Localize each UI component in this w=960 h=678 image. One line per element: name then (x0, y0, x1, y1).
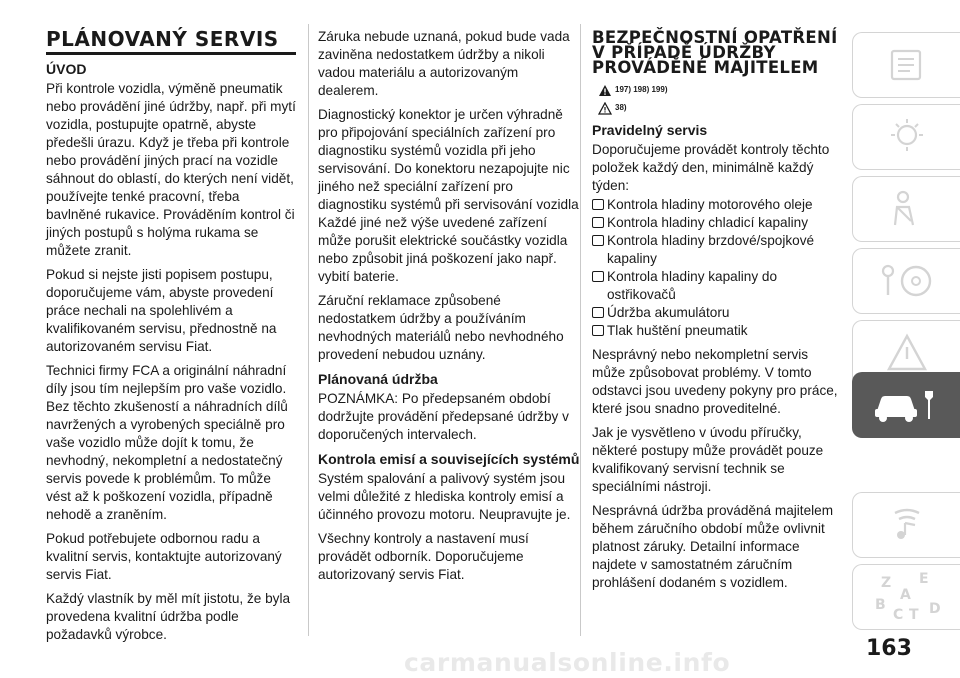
seat-belt-safety-icon (877, 187, 937, 231)
checkbox-icon (592, 199, 604, 210)
column-divider-2 (580, 24, 581, 636)
checkbox-icon (592, 271, 604, 282)
svg-text:B: B (874, 597, 886, 613)
diagnostic-paragraph: Diagnostický konektor je určen výhradně pro připojování speciálních zařízení pro diagnostiku systémů vozidla při jeho servisování. Do konektoru nezapojujte nic jiného než speciální zařízení pro diagnostiku systémů při servisování vozidla Každé jiné než výše uvedené zařízení může porušit elektrické součástky vozidla nebo způsobit jiná poškození jako např. vybití baterie. (318, 107, 579, 284)
checklist-item: Kontrola hladiny chladicí kapaliny (592, 214, 842, 232)
intro-paragraph: Při kontrole vozidla, výměně pneumatik nebo provádění jiné údržby, např. při mytí vozidla, postupujte opatrně, abyste předešli úrazu. Když je třeba při kontrole nebo provádění jiných prací na vozidle sáhnout do oblastí, do kterých není vidět, používejte tenké pracovní, třeba bavlněné rukavice. Prováděním kontrol či jiných postupů s holýma rukama se můžete zranit. (46, 81, 296, 258)
caution-icon (598, 102, 612, 115)
tab-multimedia[interactable] (852, 492, 960, 558)
tab-getting-to-know[interactable] (852, 32, 960, 98)
section-title: BEZPEČNOSTNÍ OPATŘENÍ V PŘÍPADĚ ÚDRŽBY PROVÁDĚNÉ MAJITELEM (592, 28, 838, 77)
warning-refs: 197) 198) 199) (615, 85, 668, 94)
svg-text:A: A (899, 587, 911, 603)
tab-dashboard[interactable] (852, 104, 960, 170)
alphabetical-index-icon (867, 569, 947, 625)
tab-safety[interactable] (852, 176, 960, 242)
column-owner-maintenance (592, 30, 842, 598)
caution-refs: 38) (615, 103, 627, 112)
warning-triangle-icon (877, 331, 937, 375)
regular-service-heading: Pravidelný servis (592, 122, 708, 138)
checklist-item: Kontrola hladiny motorového oleje (592, 196, 842, 214)
emissions-heading: Kontrola emisí a souvisejících systémů (318, 451, 580, 467)
page-title: PLÁNOVANÝ SERVIS (46, 27, 279, 51)
warranty-paragraph: Záruka nebude uznaná, pokud bude vada zaviněna nedostatkem údržby a nikoli vadou materiálu a autorizovaným dealerem. (318, 29, 570, 98)
key-steering-icon (872, 259, 942, 303)
checklist-item: Kontrola hladiny brzdové/spojkové kapaliny (592, 232, 842, 268)
title-underline (46, 52, 296, 55)
tab-starting-driving[interactable] (852, 248, 960, 314)
caution-reference (598, 101, 842, 115)
column-warranty (318, 28, 580, 590)
checkbox-icon (592, 325, 604, 336)
planned-maintenance-note: POZNÁMKA: Po předepsaném období dodržujte provádění předepsané údržby v doporučených intervalech. (318, 391, 569, 442)
info-book-icon (882, 45, 932, 85)
car-service-icon (867, 383, 947, 427)
warranty-claims-paragraph: Záruční reklamace způsobené nedostatkem údržby a používáním nevhodných materiálů nebo nevhodného provedení nebudou uznány. (318, 293, 564, 362)
svg-text:C: C (892, 607, 903, 623)
checkbox-icon (592, 307, 604, 318)
owner-paragraph: Nesprávná údržba prováděná majitelem během záručního období může ovlivnit platnost záruky. Detailní informace najdete v samostatném záručním prohlášení dodaném s vozidlem. (592, 503, 834, 590)
emissions-paragraph: Systém spalování a palivový systém jsou velmi důležité z hlediska kontroly emisí a účinného provozu motoru. Neupravujte je. (318, 471, 571, 522)
svg-text:E: E (918, 571, 929, 587)
regular-service-intro: Doporučujeme provádět kontroly těchto položek každý den, minimálně každý týden: (592, 142, 830, 193)
checklist-item: Tlak huštění pneumatik (592, 322, 842, 340)
warning-triangle-icon (598, 84, 612, 97)
tab-maintenance[interactable] (852, 372, 960, 438)
tab-index[interactable] (852, 564, 960, 630)
checklist-item: Kontrola hladiny kapaliny do ostřikovačů (592, 268, 842, 304)
column-intro (46, 60, 296, 650)
multimedia-icon (877, 503, 937, 547)
warning-reference (598, 83, 842, 97)
intro-paragraph: Pokud si nejste jisti popisem postupu, doporučujeme vám, abyste provedení práce nechali na spolehlivém a kvalifikovaném servisu, přednostně na autorizovaném servisu Fiat. (46, 267, 277, 354)
svg-text:T: T (908, 607, 919, 623)
intro-paragraph: Technici firmy FCA a originální náhradní díly jsou tím nejlepším pro vaše vozidlo. Bez těchto zkušeností a náhradních dílů navržených a vyrobených speciálně pro vaše vozidlo může dojít k tomu, že nevhodný, nekompletní a nedostatečný servis povede k problémům. To může vést až k poškození vozidla, případně nehodě a zraněním. (46, 363, 288, 522)
intro-heading: ÚVOD (46, 61, 87, 77)
emissions-paragraph: Všechny kontroly a nastavení musí provádět odborník. Doporučujeme autorizovaný servis Fiat. (318, 531, 529, 582)
owner-paragraph: Jak je vysvětleno v úvodu příručky, některé postupy může provádět pouze kvalifikovaný servisní technik se speciálními nástroji. (592, 425, 824, 494)
checklist-item: Údržba akumulátoru (592, 304, 842, 322)
dashboard-lights-icon (877, 115, 937, 159)
watermark: carmanualsonline.info (404, 648, 731, 677)
column-divider-1 (308, 24, 309, 636)
intro-paragraph: Každý vlastník by měl mít jistotu, že byla provedena kvalitní údržba podle požadavků výrobce. (46, 591, 291, 642)
svg-text:Z: Z (880, 575, 891, 591)
owner-paragraph: Nesprávný nebo nekompletní servis může způsobovat problémy. V tomto odstavci jsou uvedeny pokyny pro práce, které jsou snadno proveditelné. (592, 347, 838, 416)
planned-maintenance-heading: Plánovaná údržba (318, 371, 438, 387)
checkbox-icon (592, 235, 604, 246)
checkbox-icon (592, 217, 604, 228)
intro-paragraph: Pokud potřebujete odbornou radu a kvalitní servis, kontaktujte autorizovaný servis Fiat. (46, 531, 282, 582)
page-number: 163 (866, 636, 912, 661)
svg-text:D: D (928, 601, 941, 617)
